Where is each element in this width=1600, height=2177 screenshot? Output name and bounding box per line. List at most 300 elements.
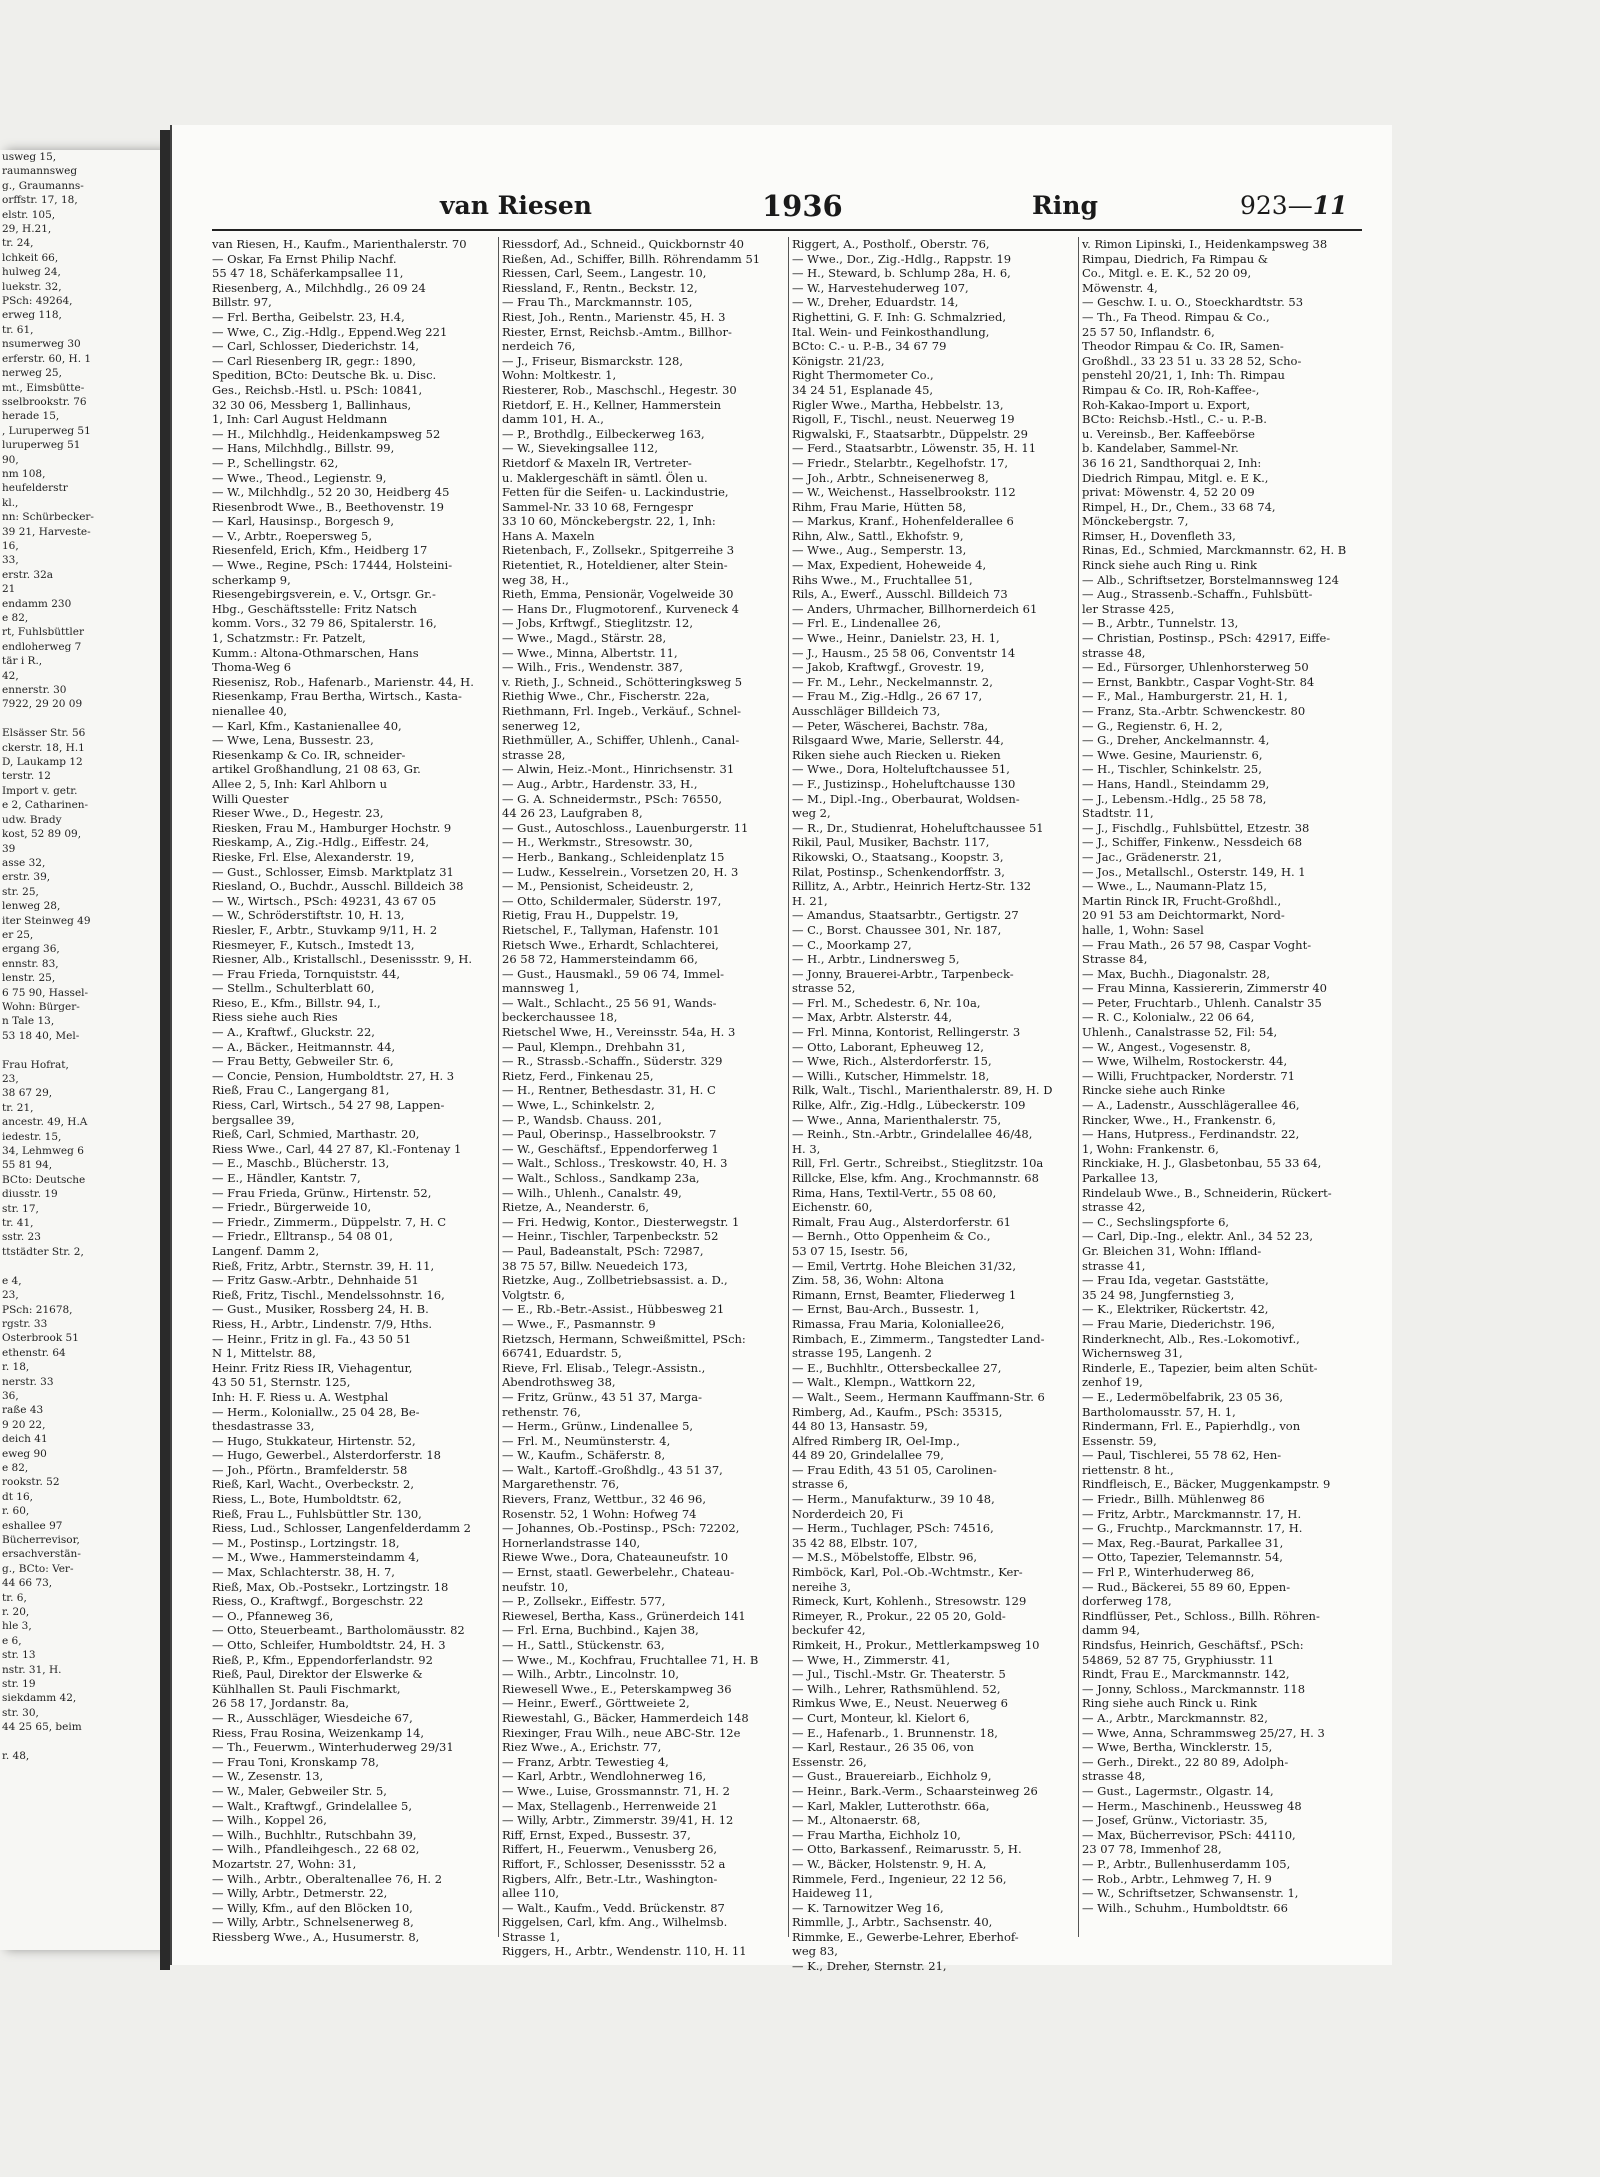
directory-entry: — Walt., Klempn., Wattkorn 22, — [792, 1375, 976, 1390]
left-page-line: ancestr. 49, H.A — [2, 1116, 88, 1129]
directory-entry: Hbg., Geschäftsstelle: Fritz Natsch — [212, 601, 417, 616]
directory-entry: Rietschel Wwe, H., Vereinsstr. 54a, H. 3 — [502, 1025, 736, 1040]
directory-entry: Fetten für die Seifen- u. Lackindustrie, — [502, 485, 729, 500]
left-page-line: 44 66 73, — [2, 1577, 53, 1590]
left-page-line: kl., — [2, 496, 19, 509]
directory-entry: — W., Zesenstr. 13, — [212, 1769, 324, 1784]
directory-entry: — Wwe, Lena, Bussestr. 23, — [212, 733, 374, 748]
directory-entry: — Franz, Sta.-Arbtr. Schwenckestr. 80 — [1082, 704, 1306, 718]
directory-entry: — Carl, Schlosser, Diederichstr. 14, — [212, 339, 420, 354]
directory-entry: — Walt., Kartoff.-Großhdlg., 43 51 37, — [502, 1462, 723, 1477]
column-divider — [788, 237, 789, 1937]
directory-entry: Riewe Wwe., Dora, Chateauneufstr. 10 — [502, 1550, 729, 1565]
left-page-line: elstr. 105, — [2, 208, 56, 221]
directory-entry: — W., Sievekingsallee 112, — [502, 441, 658, 456]
directory-entry: — A., Bäcker., Heitmannstr. 44, — [212, 1039, 396, 1054]
left-page-line: ergang 36, — [2, 943, 60, 956]
directory-entry: Riewesell Wwe., E., Peterskampweg 36 — [502, 1681, 732, 1696]
directory-entry: Riesner, Alb., Kristallschl., Desenissstr. 9, H. — [212, 952, 473, 967]
directory-entry: Martin Rinck IR, Frucht-Großhdl., — [1082, 893, 1282, 908]
directory-entry: — P., Brothdlg., Eilbeckerweg 163, — [502, 426, 705, 441]
directory-entry: — Max, Stellagenb., Herrenweide 21 — [502, 1798, 718, 1813]
directory-entry: u. Maklergeschäft in sämtl. Ölen u. — [502, 470, 708, 485]
directory-entry: — Willy, Arbtr., Detmerstr. 22, — [212, 1886, 388, 1901]
directory-entry: Rincke siehe auch Rinke — [1082, 1083, 1226, 1098]
directory-entry: — A., Kraftwf., Gluckstr. 22, — [212, 1025, 375, 1040]
directory-entry: — A., Ladenstr., Ausschlägerallee 46, — [1082, 1098, 1300, 1113]
directory-entry: — Franz, Arbtr. Tewestieg 4, — [502, 1754, 669, 1769]
directory-entry: ler Strasse 425, — [1082, 601, 1175, 616]
left-page-line: hulweg 24, — [2, 266, 61, 279]
left-page-line: lchkeit 66, — [2, 251, 59, 264]
directory-entry: Rimmele, Ferd., Ingenieur, 22 12 56, — [792, 1871, 1007, 1886]
page-number: 923—11 — [1240, 191, 1348, 220]
left-page-line: nstr. 31, H. — [2, 1663, 62, 1676]
directory-entry: Hornerlandstrasse 140, — [502, 1535, 641, 1550]
directory-entry: — P., Arbtr., Bullenhuserdamm 105, — [1082, 1856, 1291, 1871]
directory-entry: Rihs Wwe., M., Fruchtallee 51, — [792, 572, 973, 587]
left-page-line: tär i R., — [2, 655, 43, 668]
directory-entry: — M.S., Möbelstoffe, Elbstr. 96, — [792, 1550, 978, 1565]
directory-entry: Allee 2, 5, Inh: Karl Ahlborn u — [212, 776, 387, 791]
left-page-line: n Tale 13, — [2, 1015, 55, 1028]
left-page-line: 29, H.21, — [2, 223, 52, 236]
directory-entry: — Walt., Seem., Hermann Kauffmann-Str. 6 — [792, 1389, 1045, 1404]
directory-entry: — Otto, Tapezier, Telemannstr. 54, — [1082, 1550, 1283, 1565]
directory-entry: Riessland, F., Rentn., Beckstr. 12, — [502, 280, 698, 295]
page-header — [172, 187, 1392, 227]
directory-entry: Rieth, Emma, Pensionär, Vogelweide 30 — [502, 587, 734, 602]
directory-entry: Riesland, O., Buchdr., Ausschl. Billdeich 38 — [212, 879, 464, 894]
left-page-line: 23, — [2, 1073, 19, 1085]
left-page-line: str. 25, — [2, 885, 39, 898]
directory-entry: — Stellm., Schulterblatt 60, — [212, 981, 375, 996]
directory-entry: — Walt., Kaufm., Vedd. Brückenstr. 87 — [502, 1900, 725, 1915]
directory-entry: Riffort, F., Schlosser, Desenissstr. 52 a — [502, 1856, 726, 1871]
directory-entry: 33 10 60, Mönckebergstr. 22, 1, Inh: — [502, 514, 716, 529]
directory-entry: Uhlenh., Canalstrasse 52, Fil: 54, — [1082, 1025, 1278, 1040]
left-page-line: hle 3, — [2, 1620, 32, 1633]
directory-entry: — E., Maschb., Blücherstr. 13, — [212, 1156, 390, 1171]
directory-entry: neufstr. 10, — [502, 1579, 569, 1594]
directory-entry: Heinr. Fritz Riess IR, Viehagentur, — [212, 1360, 413, 1375]
directory-entry: — W., Schriftsetzer, Schwansenstr. 1, — [1082, 1886, 1299, 1901]
directory-entry: Riexinger, Frau Wilh., neue ABC-Str. 12e — [502, 1725, 741, 1740]
directory-entry: Rinckiake, H. J., Glasbetonbau, 55 33 64, — [1082, 1156, 1322, 1171]
directory-entry: Rinas, Ed., Schmied, Marckmannstr. 62, H. B — [1082, 543, 1347, 558]
directory-entry: — Wwe., L., Naumann-Platz 15, — [1082, 879, 1267, 894]
directory-entry: 53 07 15, Isestr. 56, — [792, 1243, 909, 1258]
directory-entry: weg 83, — [792, 1944, 838, 1959]
directory-entry: 44 80 13, Hansastr. 59, — [792, 1419, 928, 1434]
left-page-line: raumannsweg — [2, 165, 78, 178]
directory-entry: — Friedr., Elltransp., 54 08 01, — [212, 1229, 393, 1244]
directory-entry: — Joh., Arbtr., Schneisenerweg 8, — [792, 470, 989, 485]
directory-entry: — Oskar, Fa Ernst Philip Nachf. — [212, 251, 397, 266]
left-page-line: herade 15, — [2, 410, 60, 423]
directory-entry: Rils, A., Ewerf., Ausschl. Billdeich 73 — [792, 587, 1008, 602]
directory-entry: Right Thermometer Co., — [792, 368, 934, 383]
directory-entry: strasse 48, — [1082, 645, 1146, 660]
directory-entry: Riesenberg, A., Milchhdlg., 26 09 24 — [212, 280, 426, 295]
directory-entry: strasse 41, — [1082, 1258, 1146, 1273]
directory-entry: Rilk, Walt., Tischl., Marienthalerstr. 89, H. D — [792, 1083, 1053, 1098]
directory-entry: Riesterer, Rob., Maschschl., Hegestr. 30 — [502, 382, 737, 397]
directory-entry: — Th., Fa Theod. Rimpau & Co., — [1082, 309, 1270, 324]
directory-entry: — Wilh., Koppel 26, — [212, 1813, 327, 1828]
directory-entry: Riess Wwe., Carl, 44 27 87, Kl.-Fontenay 1 — [212, 1141, 462, 1156]
directory-entry: Rindermann, Frl. E., Papierhdlg., von — [1082, 1419, 1301, 1434]
directory-entry: Riesmeyer, F., Kutsch., Imstedt 13, — [212, 937, 415, 952]
directory-entry: Riggert, A., Postholf., Oberstr. 76, — [792, 237, 990, 251]
directory-entry: — W., Milchhdlg., 52 20 30, Heidberg 45 — [212, 485, 450, 500]
directory-entry: — G. A. Schneidermstr., PSch: 76550, — [502, 791, 722, 806]
directory-entry: Rimpau & Co. IR, Roh-Kaffee-, — [1082, 382, 1260, 397]
directory-entry: — Anders, Uhrmacher, Billhornerdeich 61 — [792, 601, 1038, 616]
directory-entry: Rieskamp, A., Zig.-Hdlg., Eiffestr. 24, — [212, 835, 430, 850]
left-page-line: kost, 52 89 09, — [2, 828, 82, 841]
left-page-line: 16, — [2, 539, 19, 552]
directory-entry: — K. Tarnowitzer Weg 16, — [792, 1900, 944, 1915]
left-page-line: 44 25 65, beim — [2, 1721, 82, 1734]
left-page-line: endamm 230 — [2, 597, 72, 610]
directory-entry: Rieser Wwe., D., Hegestr. 23, — [212, 806, 384, 821]
directory-entry: — Karl, Arbtr., Wendlohnerweg 16, — [502, 1769, 707, 1784]
directory-entry: — Wilh., Pfandleihgesch., 22 68 02, — [212, 1842, 420, 1857]
left-page-line: e 6, — [2, 1634, 22, 1647]
directory-entry: Riessen, Carl, Seem., Langestr. 10, — [502, 266, 707, 281]
directory-entry: — Herm., Manufakturw., 39 10 48, — [792, 1492, 995, 1507]
directory-entry: v. Rieth, J., Schneid., Schötteringksweg 5 — [502, 674, 743, 689]
directory-entry: Rimpel, H., Dr., Chem., 33 68 74, — [1082, 499, 1276, 514]
directory-entry: — Wwe, H., Zimmerstr. 41, — [792, 1652, 951, 1667]
left-page-line: Osterbrook 51 — [2, 1332, 79, 1345]
left-page-line: asse 32, — [2, 856, 46, 869]
directory-entry: — Wwe., Magd., Stärstr. 28, — [502, 631, 667, 646]
directory-entry: — W., Geschäftsf., Eppendorferweg 1 — [502, 1141, 719, 1156]
directory-entry: Rietig, Frau H., Duppelstr. 19, — [502, 908, 679, 923]
directory-entry: — Ferd., Staatsarbtr., Löwenstr. 35, H. 11 — [792, 441, 1037, 456]
directory-entry: Haideweg 11, — [792, 1886, 873, 1901]
left-page-line: str. 19 — [2, 1678, 36, 1691]
directory-entry: nerdeich 76, — [502, 339, 576, 354]
directory-entry: — J., Friseur, Bismarckstr. 128, — [502, 353, 684, 368]
directory-entry: Riesler, F., Arbtr., Stuvkamp 9/11, H. 2 — [212, 922, 438, 937]
directory-entry: — Joh., Pförtn., Bramfelderstr. 58 — [212, 1462, 408, 1477]
directory-entry: Riesenbrodt Wwe., B., Beethovenstr. 19 — [212, 499, 444, 514]
directory-entry: strasse 52, — [792, 981, 856, 996]
directory-entry: Rikil, Paul, Musiker, Bachstr. 117, — [792, 835, 990, 850]
directory-entry: Zim. 58, 36, Wohn: Altona — [792, 1273, 944, 1288]
left-page-line: tr. 24, — [2, 237, 34, 250]
directory-entry: — Aug., Strassenb.-Schaffn., Fuhlsbütt- — [1082, 587, 1313, 602]
column-2 — [502, 237, 784, 1959]
directory-entry: damm 101, H. A., — [502, 412, 604, 427]
left-page-line: ennerstr. 30 — [2, 684, 67, 697]
directory-entry: — Max, Bücherrevisor, PSch: 44110, — [1082, 1827, 1296, 1842]
directory-entry: — Frau Th., Marckmannstr. 105, — [502, 295, 693, 310]
directory-entry: riettenstr. 8 ht., — [1082, 1462, 1174, 1477]
directory-entry: v. Rimon Lipinski, I., Heidenkampsweg 38 — [1082, 237, 1328, 251]
directory-entry: — Jul., Tischl.-Mstr. Gr. Theaterstr. 5 — [792, 1667, 1006, 1682]
directory-entry: — C., Moorkamp 27, — [792, 937, 912, 952]
directory-entry: Gr. Bleichen 31, Wohn: Iffland- — [1082, 1243, 1262, 1258]
column-4 — [1082, 237, 1364, 1915]
directory-entry: — R., Strassb.-Schaffn., Süderstr. 329 — [502, 1054, 723, 1069]
directory-entry: Riest, Joh., Rentn., Marienstr. 45, H. 3 — [502, 309, 726, 324]
directory-entry: Rieß, Paul, Direktor der Elswerke & — [212, 1667, 423, 1682]
directory-entry: — M., Pensionist, Scheideustr. 2, — [502, 879, 694, 894]
directory-page — [170, 125, 1392, 1974]
directory-entry: Alfred Rimberg IR, Oel-Imp., — [792, 1433, 960, 1448]
directory-entry: — Rud., Bäckerei, 55 89 60, Eppen- — [1082, 1579, 1291, 1594]
directory-entry: — V., Arbtr., Roepersweg 5, — [212, 528, 372, 543]
directory-entry: Rimassa, Frau Maria, Koloniallee26, — [792, 1316, 1005, 1331]
directory-entry: — Friedr., Zimmerm., Düppelstr. 7, H. C — [212, 1214, 446, 1229]
directory-entry: — M., Postinsp., Lortzingstr. 18, — [212, 1535, 400, 1550]
directory-entry: — Frl. Minna, Kontorist, Rellingerstr. 3 — [792, 1025, 1021, 1040]
directory-entry: weg 2, — [792, 806, 831, 821]
directory-entry: — Karl, Makler, Lutterothstr. 66a, — [792, 1798, 990, 1813]
directory-entry: mannsweg 1, — [502, 981, 580, 996]
directory-entry: — Hans, Hutpress., Ferdinandstr. 22, — [1082, 1127, 1300, 1142]
directory-entry: — H., Sattl., Stückenstr. 63, — [502, 1638, 665, 1652]
directory-entry: — Ludw., Kesselrein., Vorsetzen 20, H. 3 — [502, 864, 739, 879]
directory-entry: — Paul, Tischlerei, 55 78 62, Hen- — [1082, 1448, 1282, 1463]
directory-entry: artikel Großhandlung, 21 08 63, Gr. — [212, 762, 421, 777]
directory-entry: — E., Rb.-Betr.-Assist., Hübbesweg 21 — [502, 1302, 725, 1317]
directory-entry: Riesengebirgsverein, e. V., Ortsgr. Gr.- — [212, 587, 436, 602]
directory-entry: Strasse 84, — [1082, 952, 1148, 967]
left-page-line: tr. 21, — [2, 1101, 34, 1114]
directory-entry: 26 58 72, Hammersteindamm 66, — [502, 952, 698, 967]
directory-entry: — Willy, Arbtr., Zimmerstr. 39/41, H. 12 — [502, 1813, 734, 1828]
left-page-line: iedestr. 15, — [2, 1130, 62, 1143]
directory-entry: Rieß, P., Kfm., Eppendorferlandstr. 92 — [212, 1652, 433, 1667]
directory-entry: — P., Zollsekr., Eiffestr. 577, — [502, 1594, 666, 1609]
directory-entry: — Rob., Arbtr., Lehmweg 7, H. 9 — [1082, 1871, 1272, 1886]
directory-entry: — H., Steward, b. Schlump 28a, H. 6, — [792, 266, 1011, 281]
directory-entry: Rimser, H., Dovenfleth 33, — [1082, 528, 1236, 543]
directory-entry: 34 24 51, Esplanade 45, — [792, 382, 934, 397]
directory-entry: Riewesel, Bertha, Kass., Grünerdeich 141 — [502, 1608, 746, 1623]
directory-entry: — Heinr., Fritz in gl. Fa., 43 50 51 — [212, 1331, 412, 1346]
directory-entry: Riewestahl, G., Bäcker, Hammerdeich 148 — [502, 1710, 749, 1725]
directory-entry: 36 16 21, Sandthorquai 2, Inh: — [1082, 455, 1262, 470]
directory-entry: Bartholomausstr. 57, H. 1, — [1082, 1404, 1236, 1419]
left-page-line: ethenstr. 64 — [2, 1346, 66, 1359]
directory-entry: — Hans, Milchhdlg., Billstr. 99, — [212, 441, 395, 456]
directory-entry: Riesenkamp, Frau Bertha, Wirtsch., Kasta- — [212, 689, 462, 704]
directory-entry: — Paul, Klempn., Drehbahn 31, — [502, 1039, 686, 1054]
directory-entry: — J., Fischdlg., Fuhlsbüttel, Etzestr. 38 — [1082, 820, 1310, 835]
directory-entry: Parkallee 13, — [1082, 1171, 1159, 1185]
directory-entry: Rilsgaard Wwe, Marie, Sellerstr. 44, — [792, 733, 1004, 748]
directory-entry: — H., Tischler, Schinkelstr. 25, — [1082, 762, 1262, 777]
directory-entry: — Peter, Fruchtarb., Uhlenh. Canalstr 35 — [1082, 995, 1322, 1010]
directory-entry: Ges., Reichsb.-Hstl. u. PSch: 10841, — [212, 382, 423, 397]
left-page-line: ckerstr. 18, H.1 — [2, 741, 85, 754]
directory-entry: Rietsch Wwe., Erhardt, Schlachterei, — [502, 937, 719, 952]
directory-entry: — Karl, Hausinsp., Borgesch 9, — [212, 514, 395, 529]
directory-entry: — Karl, Restaur., 26 35 06, von — [792, 1740, 974, 1755]
left-page-line: e 82, — [2, 612, 29, 624]
directory-entry: nereihe 3, — [792, 1579, 852, 1594]
directory-entry: Kumm.: Altona-Othmarschen, Hans — [212, 645, 419, 660]
directory-entry: Rindflüsser, Pet., Schloss., Billh. Röhren- — [1082, 1608, 1320, 1623]
directory-entry: — R., Ausschläger, Wiesdeiche 67, — [212, 1710, 413, 1725]
directory-entry: — Hans Dr., Flugmotorenf., Kurveneck 4 — [502, 601, 739, 616]
directory-entry: Rimkeit, H., Prokur., Mettlerkampsweg 10 — [792, 1638, 1040, 1652]
directory-entry: Riethig Wwe., Chr., Fischerstr. 22a, — [502, 689, 710, 704]
directory-entry: — Gust., Hausmakl., 59 06 74, Immel- — [502, 966, 725, 981]
directory-entry: — Frau Minna, Kassiererin, Zimmerstr 40 — [1082, 981, 1328, 996]
directory-entry: — Wwe., F., Pasmannstr. 9 — [502, 1316, 656, 1331]
directory-entry: — Frau Marie, Diederichstr. 196, — [1082, 1316, 1276, 1331]
directory-entry: — Herb., Bankang., Schleidenplatz 15 — [502, 849, 725, 864]
left-page-line: luruperweg 51 — [2, 439, 81, 452]
directory-entry: Ausschläger Billdeich 73, — [792, 704, 941, 718]
directory-entry: — Friedr., Billh. Mühlenweg 86 — [1082, 1492, 1265, 1507]
left-page-line: ttstädter Str. 2, — [2, 1245, 84, 1258]
left-page-line: 9 20 22, — [2, 1418, 46, 1431]
directory-entry: Rietzke, Aug., Zollbetriebsassist. a. D., — [502, 1273, 728, 1288]
directory-entry: Rieß, Karl, Wacht., Overbeckstr. 2, — [212, 1477, 415, 1492]
directory-entry: — Wwe., Aug., Semperstr. 13, — [792, 543, 967, 558]
column-divider — [498, 237, 499, 1937]
directory-entry: Rimalt, Frau Aug., Alsterdorferstr. 61 — [792, 1214, 1011, 1229]
directory-entry: — Frl P., Winterhuderweg 86, — [1082, 1565, 1255, 1580]
directory-entry: — Willy, Kfm., auf den Blöcken 10, — [212, 1900, 413, 1915]
left-page-line: erstr. 39, — [2, 871, 51, 884]
directory-entry: — W., Maler, Gebweiler Str. 5, — [212, 1783, 387, 1798]
directory-entry: — Frau Betty, Gebweiler Str. 6, — [212, 1054, 394, 1069]
directory-entry: Rihn, Alw., Sattl., Ekhofstr. 9, — [792, 528, 964, 543]
directory-entry: N 1, Mittelstr. 88, — [212, 1346, 316, 1361]
directory-entry: Rill, Frl. Gertr., Schreibst., Stieglitzstr. 10a — [792, 1156, 1044, 1171]
directory-entry: — Ernst, staatl. Gewerbelehr., Chateau- — [502, 1565, 735, 1580]
directory-entry: BCto: Reichsb.-Hstl., C.- u. P.-B. — [1082, 412, 1267, 427]
directory-entry: 20 91 53 am Deichtormarkt, Nord- — [1082, 908, 1285, 923]
directory-entry: halle, 1, Wohn: Sasel — [1082, 922, 1204, 937]
directory-entry: u. Vereinsb., Ber. Kaffeebörse — [1082, 426, 1255, 441]
directory-entry: — A., Arbtr., Marckmannstr. 82, — [1082, 1710, 1268, 1725]
directory-entry: dorferweg 178, — [1082, 1594, 1172, 1609]
directory-entry: Riessdorf, Ad., Schneid., Quickbornstr 40 — [502, 237, 744, 251]
directory-entry: Abendrothsweg 38, — [502, 1375, 616, 1390]
left-page-line: tr. 41, — [2, 1217, 34, 1230]
left-page-line: r. 60, — [2, 1505, 30, 1518]
directory-entry: — C., Sechslingspforte 6, — [1082, 1214, 1230, 1229]
directory-entry: Rikowski, O., Staatsang., Koopstr. 3, — [792, 849, 1004, 864]
book-gutter — [160, 130, 170, 1970]
left-page-line: Elsässer Str. 56 — [2, 727, 86, 740]
directory-entry: 23 07 78, Immenhof 28, — [1082, 1842, 1222, 1857]
directory-entry: — Heinr., Tischler, Tarpenbeckstr. 52 — [502, 1229, 719, 1244]
directory-entry: — Fritz Gasw.-Arbtr., Dehnhaide 51 — [212, 1273, 419, 1288]
directory-entry: strasse 195, Langenh. 2 — [792, 1346, 932, 1361]
directory-entry: Wichernsweg 31, — [1082, 1346, 1183, 1361]
directory-entry: — Gust., Lagermstr., Olgastr. 14, — [1082, 1783, 1274, 1798]
directory-entry: — M., Wwe., Hammersteindamm 4, — [212, 1550, 420, 1565]
directory-entry: — Wwe, L., Schinkelstr. 2, — [502, 1098, 655, 1113]
directory-entry: — Frl. E., Lindenallee 26, — [792, 616, 942, 631]
directory-entry: — Wwe, Rich., Alsterdorferstr. 15, — [792, 1054, 992, 1069]
left-page-line: nm 108, — [2, 467, 46, 480]
directory-entry: — Wwe., Heinr., Danielstr. 23, H. 1, — [792, 631, 1000, 646]
directory-entry: zenhof 19, — [1082, 1375, 1143, 1390]
directory-entry: — Wilh., Arbtr., Oberaltenallee 76, H. 2 — [212, 1871, 443, 1886]
directory-entry: — Ed., Fürsorger, Uhlenhorsterweg 50 — [1082, 660, 1309, 675]
directory-entry: Rießen, Ad., Schiffer, Billh. Röhrendamm 51 — [502, 251, 761, 266]
directory-entry: strasse 6, — [792, 1477, 849, 1492]
directory-entry: — Herm., Koloniallw., 25 04 28, Be- — [212, 1404, 420, 1419]
left-page-line: 33, — [2, 554, 19, 567]
directory-entry: Rimkus Wwe, E., Neust. Neuerweg 6 — [792, 1696, 1008, 1711]
directory-entry: — Otto, Schildermaler, Süderstr. 197, — [502, 893, 722, 908]
directory-entry: Rietze, A., Neanderstr. 6, — [502, 1200, 650, 1215]
left-page-line: Bücherrevisor, — [2, 1534, 80, 1546]
directory-entry: Riesenisz, Rob., Hafenarb., Marienstr. 44, H. — [212, 674, 474, 689]
directory-entry: Mönckebergstr. 7, — [1082, 514, 1189, 529]
directory-entry: Rieß, Fritz, Arbtr., Sternstr. 39, H. 11, — [212, 1258, 435, 1273]
left-page-line: usweg 15, — [2, 151, 57, 163]
directory-entry: — Wwe, Bertha, Wincklerstr. 15, — [1082, 1740, 1273, 1755]
directory-entry: Rieß, Frau C., Langergang 81, — [212, 1083, 390, 1098]
directory-entry: Riess siehe auch Ries — [212, 1010, 338, 1025]
left-page-fragment — [0, 150, 163, 1950]
directory-entry: — Geschw. I. u. O., Stoeckhardtstr. 53 — [1082, 295, 1304, 310]
directory-entry: — Frau Math., 26 57 98, Caspar Voght- — [1082, 937, 1312, 952]
left-page-line: sselbrookstr. 76 — [2, 395, 87, 408]
left-page-line: 53 18 40, Mel- — [2, 1029, 80, 1042]
directory-entry: Theodor Rimpau & Co. IR, Samen- — [1082, 339, 1284, 354]
directory-entry: damm 94, — [1082, 1623, 1140, 1638]
directory-entry: 66741, Eduardstr. 5, — [502, 1346, 622, 1361]
directory-entry: — Frl. M., Neumünsterstr. 4, — [502, 1433, 671, 1448]
directory-entry: — Wwe, C., Zig.-Hdlg., Eppend.Weg 221 — [212, 324, 448, 339]
directory-entry: weg 38, H., — [502, 572, 569, 587]
directory-entry: Rieve, Frl. Elisab., Telegr.-Assistn., — [502, 1360, 706, 1375]
directory-entry: Ring siehe auch Rinck u. Rink — [1082, 1696, 1258, 1711]
directory-entry: Langenf. Damm 2, — [212, 1243, 320, 1258]
directory-entry: — Paul, Badeanstalt, PSch: 72987, — [502, 1243, 704, 1258]
directory-entry: Roh-Kakao-Import u. Export, — [1082, 397, 1251, 412]
directory-entry: Rilke, Alfr., Zig.-Hdlg., Lübeckerstr. 109 — [792, 1098, 1026, 1113]
directory-entry: Riff, Ernst, Exped., Bussestr. 37, — [502, 1827, 691, 1842]
directory-entry: Großhdl., 33 23 51 u. 33 28 52, Scho- — [1082, 353, 1302, 368]
directory-entry: bergsallee 39, — [212, 1112, 295, 1127]
left-page-line: Import v. getr. — [2, 784, 78, 797]
directory-entry: — Christian, Postinsp., PSch: 42917, Eiffe- — [1082, 631, 1331, 646]
directory-entry: — Th., Feuerwm., Winterhuderweg 29/31 — [212, 1740, 454, 1755]
left-page-line: str. 30, — [2, 1706, 39, 1719]
directory-entry: — Willi, Fruchtpacker, Norderstr. 71 — [1082, 1068, 1295, 1083]
directory-entry: scherkamp 9, — [212, 572, 291, 587]
left-page-line: ennstr. 83, — [2, 957, 59, 970]
directory-entry: — G., Dreher, Anckelmannstr. 4, — [1082, 733, 1270, 748]
directory-entry: — W., Bäcker, Holstenstr. 9, H. A, — [792, 1856, 987, 1871]
directory-entry: — Carl, Dip.-Ing., elektr. Anl., 34 52 23, — [1082, 1229, 1314, 1244]
directory-entry: Riess, Frau Rosina, Weizenkamp 14, — [212, 1725, 425, 1740]
directory-entry: — Concie, Pension, Humboldtstr. 27, H. 3 — [212, 1068, 455, 1083]
left-page-line: r. 48, — [2, 1750, 30, 1763]
header-left-title: van Riesen — [440, 191, 592, 220]
directory-entry: — Frl. Bertha, Geibelstr. 23, H.4, — [212, 309, 405, 324]
directory-entry: Riessberg Wwe., A., Husumerstr. 8, — [212, 1929, 420, 1944]
left-page-line: nerweg 25, — [2, 367, 62, 380]
directory-entry: — Wwe., Luise, Grossmannstr. 71, H. 2 — [502, 1783, 730, 1798]
